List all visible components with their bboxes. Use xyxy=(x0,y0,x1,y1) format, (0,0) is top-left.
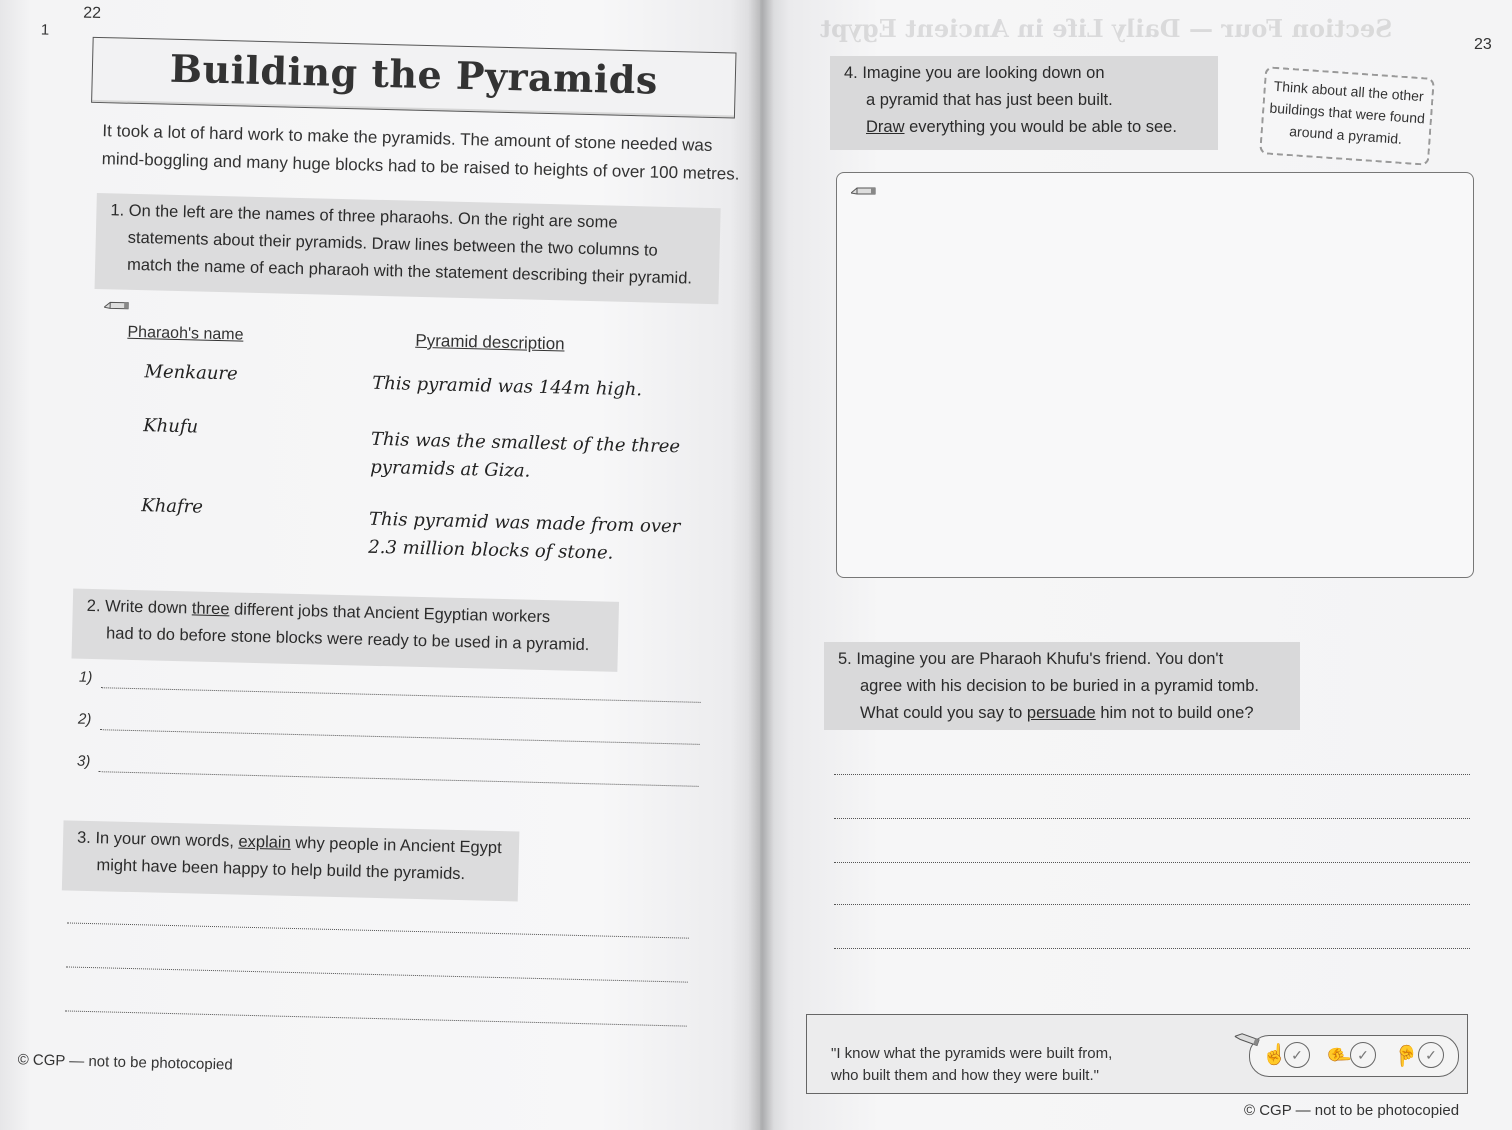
title-box xyxy=(91,37,736,119)
rating-scale xyxy=(1249,1035,1459,1077)
question-4-box xyxy=(830,56,1218,150)
q3-emphasis: explain xyxy=(238,832,292,852)
pharaoh-name: Menkaure xyxy=(144,361,238,385)
description-line: pyramids at Giza. xyxy=(370,456,531,482)
answer-line[interactable] xyxy=(834,774,1470,775)
question-3-box xyxy=(62,820,520,901)
answer-line[interactable] xyxy=(101,687,701,703)
q5-text: him not to build one? xyxy=(1095,704,1254,722)
hint-line: buildings that were found xyxy=(1268,99,1426,127)
q2-line: had to do before stone blocks were ready to be used in a pyramid. xyxy=(105,624,590,655)
question-1-box xyxy=(95,193,721,304)
pharaoh-name: Khufu xyxy=(142,415,199,438)
hint-box xyxy=(1259,66,1435,166)
pyramid-description xyxy=(370,426,680,490)
pencil-icon xyxy=(1234,1029,1262,1047)
q5-line: 5. Imagine you are Pharaoh Khufu's friend. You don't xyxy=(838,650,1224,668)
description-line: This pyramid was made from over xyxy=(368,508,681,538)
pyramid-description xyxy=(368,506,681,570)
page-number-left: 22 xyxy=(83,4,102,23)
q3-text: why people in Ancient Egypt xyxy=(290,833,502,858)
pyramid-description-header: Pyramid description xyxy=(415,330,565,354)
description-line: This was the smallest of the three xyxy=(370,428,681,458)
q3-line: might have been happy to help build the pyramids. xyxy=(96,856,466,884)
bleed-through-text: Section Four — Daily Life in Ancient Egypt xyxy=(820,14,1393,43)
hint-line: around a pyramid. xyxy=(1288,123,1403,147)
drawing-area[interactable] xyxy=(836,172,1474,578)
thumbs-down-icon: ☝ xyxy=(1394,1044,1419,1066)
thumbs-up-icon: ☝ xyxy=(1262,1044,1287,1066)
q4-line: 4. Imagine you are looking down on xyxy=(844,64,1105,82)
thumbs-sideways-icon: ☝ xyxy=(1327,1042,1350,1068)
answer-label: 1) xyxy=(78,668,93,687)
pencil-icon xyxy=(851,185,877,195)
pharaoh-name-header: Pharaoh's name xyxy=(127,323,244,344)
q5-text: What could you say to xyxy=(860,704,1027,722)
question-5-box xyxy=(824,642,1300,730)
answer-line[interactable] xyxy=(99,771,699,787)
rating-option-poor[interactable]: ✓ xyxy=(1418,1042,1444,1068)
answer-line[interactable] xyxy=(834,818,1470,819)
intro-line: It took a lot of hard work to make the pyramids. The amount of stone needed was xyxy=(102,121,713,155)
answer-line[interactable] xyxy=(100,729,700,745)
self-assessment-statement xyxy=(831,1043,1112,1087)
self-assessment-box xyxy=(806,1014,1468,1094)
intro-line: mind-boggling and many huge blocks had to be raised to heights of over 100 metres. xyxy=(101,149,740,184)
rating-option-ok[interactable]: ✓ xyxy=(1350,1042,1376,1068)
book-gutter xyxy=(748,0,774,1130)
pharaoh-name: Khafre xyxy=(141,495,204,518)
copyright-footer-right: © CGP — not to be photocopied xyxy=(1244,1102,1460,1119)
answer-label: 2) xyxy=(77,710,92,728)
hint-line: Think about all the other xyxy=(1273,77,1425,105)
page-number-right: 23 xyxy=(1474,36,1492,53)
q5-emphasis: persuade xyxy=(1026,704,1096,722)
page-title: Building the Pyramids xyxy=(169,45,659,103)
q2-text: different jobs that Ancient Egyptian workers xyxy=(229,600,551,627)
q4-text: everything you would be able to see. xyxy=(904,118,1177,136)
description-line: 2.3 million blocks of stone. xyxy=(368,536,614,564)
q5-line xyxy=(838,700,1288,727)
q1-line: 1. On the left are the names of three pharaohs. On the right are some xyxy=(110,201,618,232)
copyright-footer-left: © CGP — not to be photocopied xyxy=(17,1051,233,1074)
q2-text: 2. Write down xyxy=(86,596,193,618)
q1-line: match the name of each pharaoh with the statement describing their pyramid. xyxy=(126,255,693,288)
edge-number: 1 xyxy=(40,21,50,39)
answer-line[interactable] xyxy=(834,862,1470,863)
statement-line: "I know what the pyramids were built from, xyxy=(831,1045,1113,1062)
q4-emphasis: Draw xyxy=(866,118,905,136)
description-line: This pyramid was 144m high. xyxy=(372,372,643,401)
q3-text: 3. In your own words, xyxy=(76,828,239,851)
answer-line[interactable] xyxy=(67,922,689,938)
answer-line[interactable] xyxy=(834,904,1470,905)
q4-line xyxy=(844,114,1206,141)
q2-emphasis: three xyxy=(191,599,230,619)
q5-line: agree with his decision to be buried in a pyramid tomb. xyxy=(860,677,1259,695)
statement-line: who built them and how they were built." xyxy=(831,1067,1099,1084)
answer-line[interactable] xyxy=(66,966,688,982)
pyramid-description xyxy=(372,370,642,405)
question-2-box xyxy=(72,589,620,672)
rating-option-good[interactable]: ✓ xyxy=(1284,1042,1310,1068)
q1-line: statements about their pyramids. Draw lines between the two columns to xyxy=(127,228,658,260)
pencil-icon xyxy=(104,299,130,310)
q4-line: a pyramid that has just been built. xyxy=(866,91,1113,109)
answer-line[interactable] xyxy=(834,948,1470,949)
answer-label: 3) xyxy=(76,752,91,770)
answer-line[interactable] xyxy=(65,1010,687,1026)
intro-text xyxy=(101,117,742,189)
